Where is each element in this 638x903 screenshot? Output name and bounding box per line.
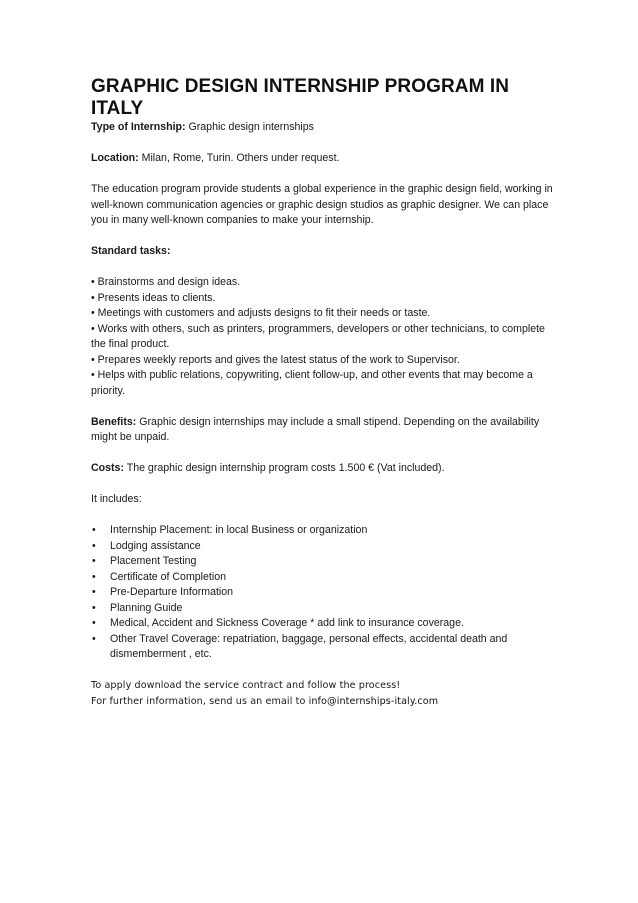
list-item: • Placement Testing (91, 554, 561, 570)
bullet-icon: • (92, 601, 96, 614)
costs-label: Costs: (91, 462, 124, 474)
list-item: • Lodging assistance (91, 539, 561, 555)
task-item: • Brainstorms and design ideas. (91, 276, 241, 288)
bullet-icon: • (92, 524, 96, 536)
costs-value: The graphic design internship program costs 1.500 € (Vat included). (126, 462, 445, 474)
task-item: • Helps with public relations, copywriting, client follow-up, and other events that may become a priority. (91, 369, 533, 397)
list-item: • Medical, Accident and Sickness Coverage * add link to insurance coverage. (91, 616, 561, 632)
list-item: • Internship Placement: in local Business or organization (91, 523, 561, 539)
bullet-icon: • (92, 539, 96, 552)
type-label: Type of Internship: (91, 121, 186, 133)
intro-paragraph: The education program provide students a global experience in the graphic design field, working in well-known communication agencies or graphic design studios as graphic designer. We can place you in many well-known companies to make your internship. (91, 183, 553, 226)
tasks-list (91, 275, 561, 399)
costs (91, 461, 561, 477)
task-item: • Presents ideas to clients. (91, 291, 216, 304)
tasks-heading: Standard tasks: (91, 245, 171, 257)
location-value: Milan, Rome, Turin. Others under request. (141, 152, 340, 164)
benefits-label: Benefits: (91, 415, 137, 428)
bullet-icon: • (92, 555, 96, 567)
includes-list (91, 523, 561, 663)
contact-email: info@internships-italy.com (308, 695, 439, 707)
includes-heading: It includes: (91, 493, 142, 505)
location (91, 151, 561, 167)
bullet-icon: • (92, 586, 96, 598)
bullet-icon: • (92, 632, 96, 645)
benefits-value: Graphic design internships may include a small stipend. Depending on the availability might be unpaid. (91, 415, 540, 443)
internship-type (91, 120, 561, 136)
document-page (91, 76, 561, 709)
apply-instructions: To apply download the service contract and follow the process! (91, 680, 401, 691)
contact-text: For further information, send us an email to (91, 695, 309, 707)
task-item: • Prepares weekly reports and gives the latest status of the work to Supervisor. (91, 353, 460, 366)
location-label: Location: (91, 152, 139, 164)
contact-line (91, 694, 561, 710)
task-item: • Meetings with customers and adjusts designs to fit their needs or taste. (91, 307, 431, 319)
benefits (91, 415, 561, 446)
task-item: • Works with others, such as printers, programmers, developers or other technicians, to complete the final product. (91, 322, 545, 350)
type-value: Graphic design internships (188, 121, 314, 133)
bullet-icon: • (92, 570, 96, 583)
list-item: • Pre-Departure Information (91, 585, 561, 601)
page-title: GRAPHIC DESIGN INTERNSHIP PROGRAM IN ITALY (91, 76, 510, 119)
list-item: • Certificate of Completion (91, 570, 561, 586)
bullet-icon: • (92, 617, 96, 629)
list-item: • Other Travel Coverage: repatriation, baggage, personal effects, accidental death and dismemberment , etc. (92, 632, 508, 660)
list-item: • Planning Guide (91, 601, 561, 617)
